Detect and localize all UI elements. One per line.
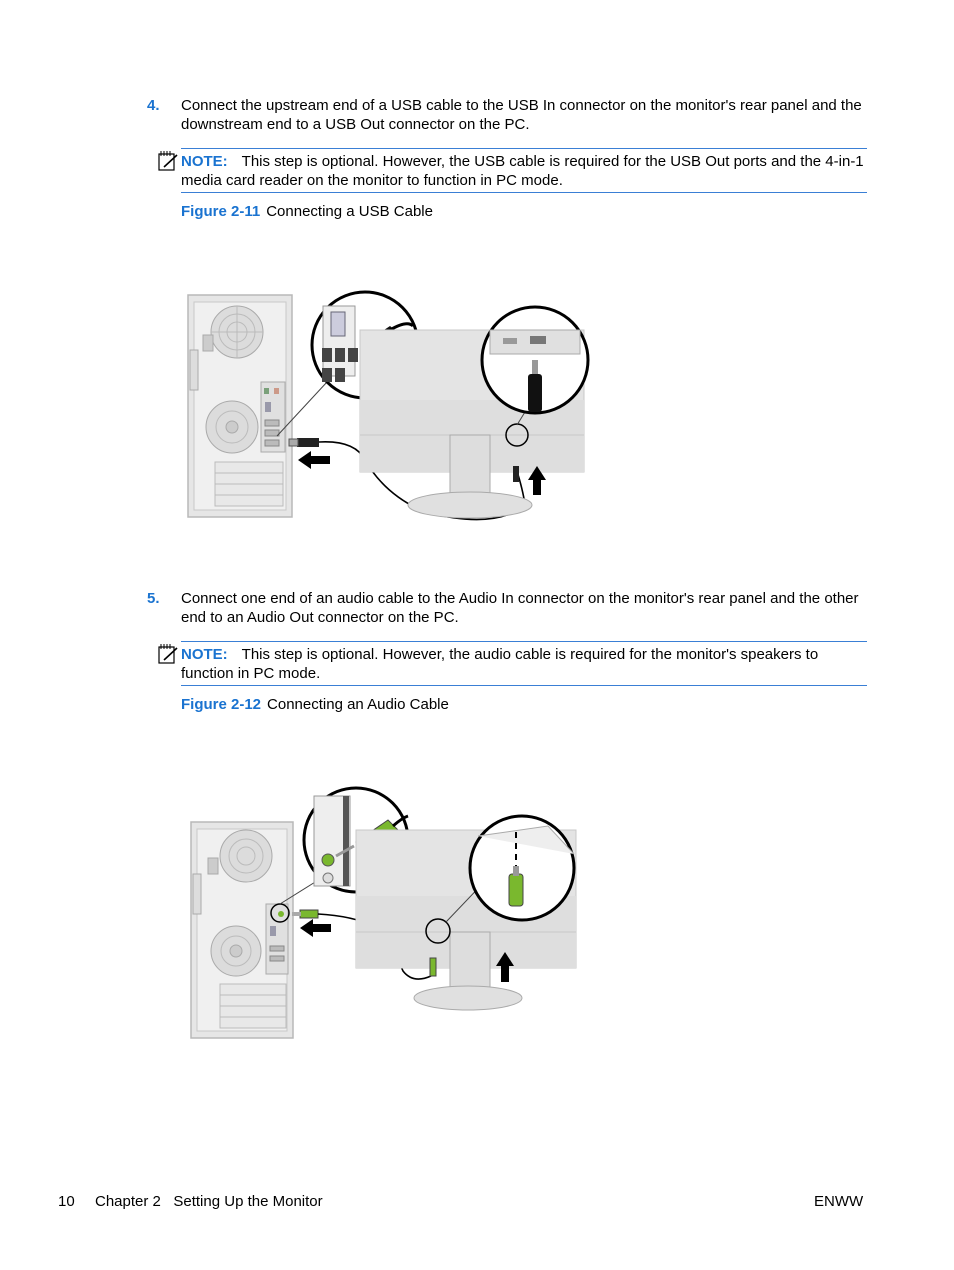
monitor-detail-zoom <box>470 816 574 920</box>
arrow-left-icon <box>298 451 330 469</box>
monitor-detail-zoom <box>482 307 588 413</box>
figure-caption-2-11 <box>181 203 433 220</box>
step-5-number: 5. <box>147 590 160 607</box>
step-5-text: Connect one end of an audio cable to the Audio In connector on the monitor's rear panel and the other end to an Audio Out connector on the PC. <box>181 590 859 626</box>
note-text: This step is optional. However, the audio cable is required for the monitor's speakers to function in PC mode. <box>181 646 819 682</box>
figure-caption-2-12 <box>181 696 449 713</box>
note-box-2 <box>181 641 867 686</box>
footer-chapter: Chapter 2 Setting Up the Monitor <box>95 1193 323 1210</box>
page-number: 10 <box>58 1193 75 1210</box>
note-box-1 <box>181 148 867 193</box>
figure-number: Figure 2-12 <box>181 696 262 713</box>
note-icon <box>157 150 179 177</box>
note-text: This step is optional. However, the USB cable is required for the USB Out ports and the 4-in-1 media card reader on the monitor to function in PC mode. <box>181 153 864 189</box>
arrow-left-icon <box>300 919 331 937</box>
footer-enww: ENWW <box>814 1193 864 1210</box>
pc-tower <box>188 295 292 517</box>
step-4-number: 4. <box>147 97 160 114</box>
figure-number: Figure 2-11 <box>181 203 261 220</box>
note-icon <box>157 643 179 670</box>
figure-2-11-illustration <box>185 290 595 530</box>
step-4-text: Connect the upstream end of a USB cable to the USB In connector on the monitor's rear panel and the downstream end to a USB Out connector on the PC. <box>181 97 862 133</box>
figure-title: Connecting a USB Cable <box>266 203 433 220</box>
note-label: NOTE: <box>181 153 228 170</box>
figure-title: Connecting an Audio Cable <box>267 696 449 713</box>
pc-tower <box>191 822 293 1038</box>
figure-2-12-illustration <box>188 786 583 1049</box>
note-label: NOTE: <box>181 646 228 663</box>
